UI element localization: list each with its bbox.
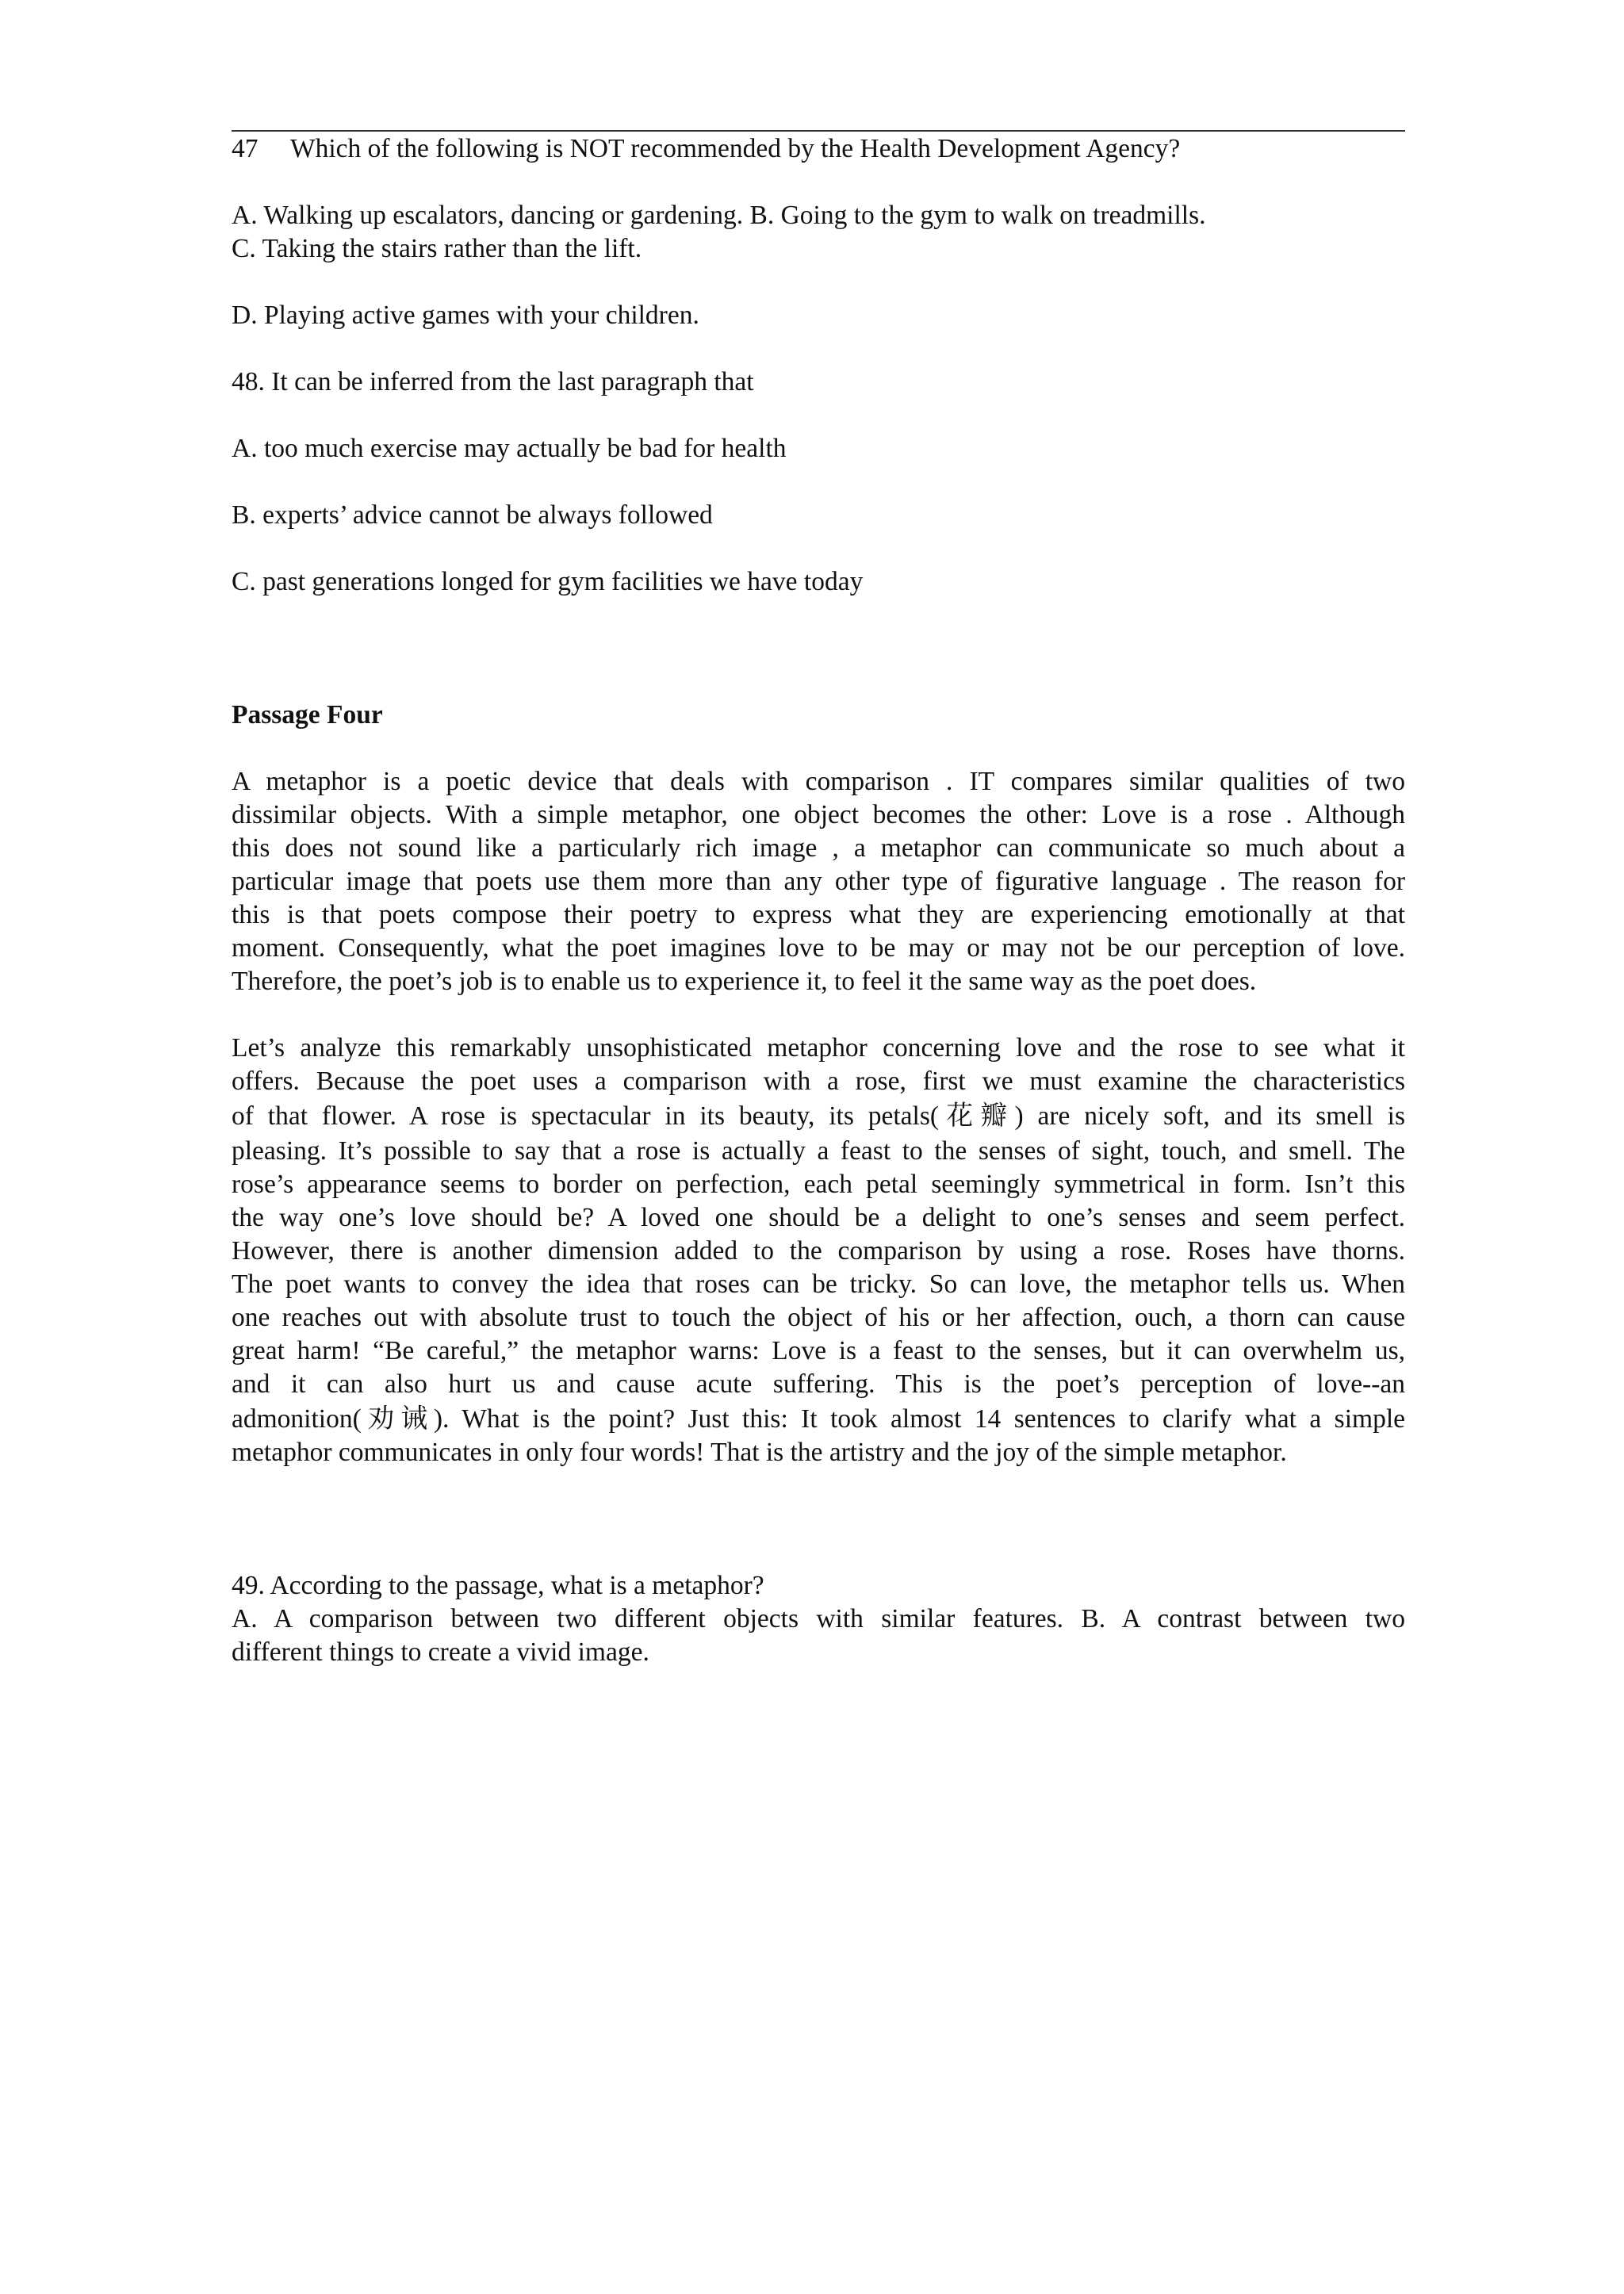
paragraph-2-line: the way one’s love should be? A loved one should be a delight to one’s senses and seem perfect. bbox=[232, 1203, 1405, 1232]
paragraph-2-line: The poet wants to convey the idea that roses can be tricky. So can love, the metaphor tells us. When bbox=[232, 1270, 1405, 1299]
paragraph-2-line: of that flower. A rose is spectacular in its beauty, its petals(花瓣) are nicely soft, and its smell is bbox=[232, 1101, 1405, 1131]
paragraph-2-line: great harm! “Be careful,” the metaphor warns: Love is a feast to the senses, but it can overwhelm us, bbox=[232, 1336, 1405, 1365]
paragraph-2-line: However, there is another dimension added to the comparison by using a rose. Roses have thorns. bbox=[232, 1236, 1405, 1266]
header-rule bbox=[232, 130, 1405, 132]
question-47-options-ab: A. Walking up escalators, dancing or gardening. B. Going to the gym to walk on treadmills. bbox=[232, 201, 1206, 230]
paragraph-1-line: this does not sound like a particularly rich image , a metaphor can communicate so much about a bbox=[232, 833, 1405, 863]
question-48-option-a: A. too much exercise may actually be bad for health bbox=[232, 434, 787, 463]
paragraph-2-line: Let’s analyze this remarkably unsophisticated metaphor concerning love and the rose to see what it bbox=[232, 1033, 1405, 1063]
question-47-number: 47 bbox=[232, 134, 259, 163]
paragraph-1-line: A metaphor is a poetic device that deals with comparison . IT compares similar qualities of two bbox=[232, 767, 1405, 796]
question-47 bbox=[232, 132, 1180, 166]
paragraph-1-line: this is that poets compose their poetry to express what they are experiencing emotionally at that bbox=[232, 900, 1405, 929]
question-49-options-ab: A. A comparison between two different objects with similar features. B. A contrast between two bbox=[232, 1604, 1405, 1633]
question-49: 49. According to the passage, what is a metaphor? bbox=[232, 1571, 764, 1600]
paragraph-2-line: pleasing. It’s possible to say that a rose is actually a feast to the senses of sight, touch, and smell. The bbox=[232, 1136, 1405, 1166]
paragraph-2-line: and it can also hurt us and cause acute suffering. This is the poet’s perception of love--an bbox=[232, 1369, 1405, 1399]
passage-heading: Passage Four bbox=[232, 700, 383, 730]
paragraph-2-line: one reaches out with absolute trust to touch the object of his or her affection, ouch, a thorn can cause bbox=[232, 1303, 1405, 1332]
paragraph-1-line: particular image that poets use them more than any other type of figurative language . The reason for bbox=[232, 867, 1405, 896]
paragraph-2-line: metaphor communicates in only four words! That is the artistry and the joy of the simple metaphor. bbox=[232, 1438, 1287, 1467]
paragraph-1-line: moment. Consequently, what the poet imagines love to be may or may not be our perception of love. bbox=[232, 933, 1405, 963]
question-47-text: Which of the following is NOT recommended by the Health Development Agency? bbox=[290, 134, 1181, 163]
question-47-option-c: C. Taking the stairs rather than the lift. bbox=[232, 234, 642, 263]
question-47-option-d: D. Playing active games with your children. bbox=[232, 301, 699, 330]
question-48-option-c: C. past generations longed for gym facilities we have today bbox=[232, 567, 864, 596]
paragraph-1-line: Therefore, the poet’s job is to enable us to experience it, to feel it the same way as the poet does. bbox=[232, 967, 1257, 996]
paragraph-2-line: admonition(劝诫). What is the point? Just this: It took almost 14 sentences to clarify what a simple bbox=[232, 1404, 1405, 1434]
question-48-option-b: B. experts’ advice cannot be always followed bbox=[232, 500, 713, 530]
question-48: 48. It can be inferred from the last paragraph that bbox=[232, 367, 754, 396]
paragraph-2-line: rose’s appearance seems to border on perfection, each petal seemingly symmetrical in form. Isn’t this bbox=[232, 1170, 1405, 1199]
paragraph-1-line: dissimilar objects. With a simple metaphor, one object becomes the other: Love is a rose . Although bbox=[232, 800, 1405, 829]
question-49-options-continued: different things to create a vivid image. bbox=[232, 1637, 649, 1667]
paragraph-2-line: offers. Because the poet uses a comparison with a rose, first we must examine the characteristics bbox=[232, 1067, 1405, 1096]
